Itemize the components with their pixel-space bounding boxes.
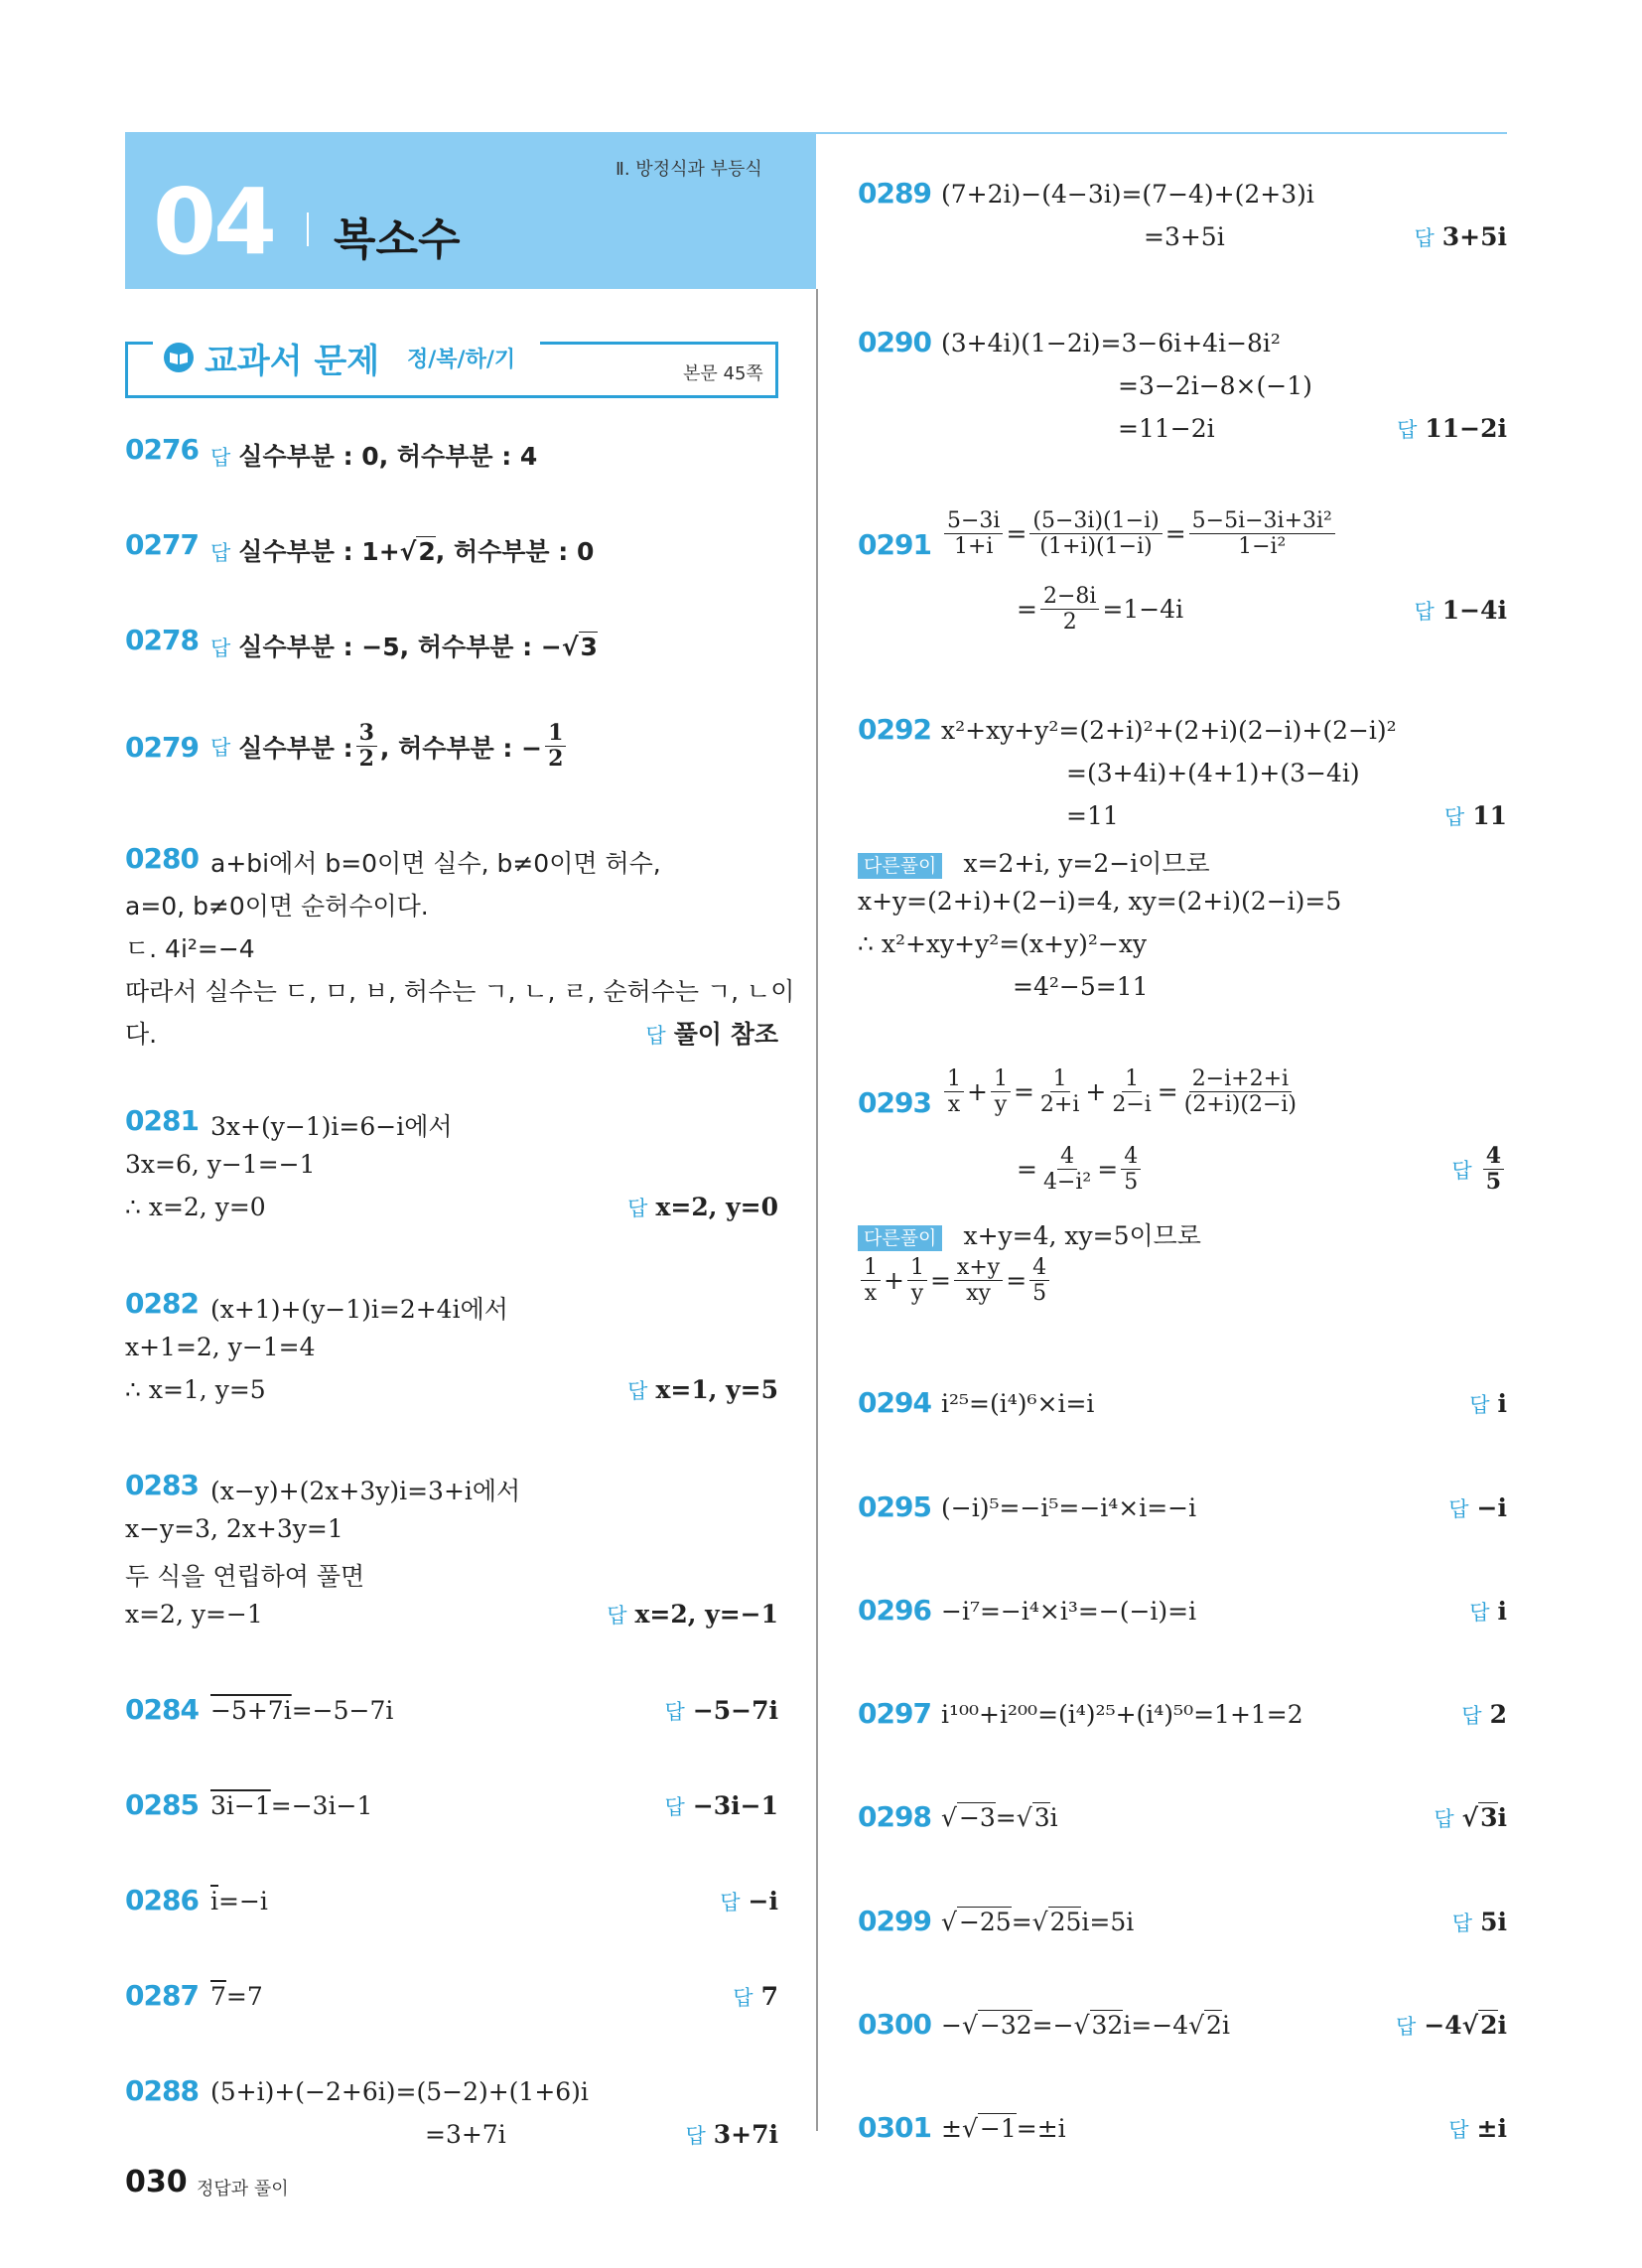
answer-mid: , 허수부분 : −	[379, 733, 543, 763]
answer-0281	[627, 1193, 778, 1222]
answer-0277: 답 실수부분 : 1+√2, 허수부분 : 0	[210, 537, 595, 566]
solution-line: ㄷ. 4i²=−4	[125, 934, 255, 963]
fraction: $\frac{1}{y}$	[991, 1066, 1011, 1118]
solution-0284	[210, 1696, 393, 1725]
radicand: 25	[1049, 1908, 1082, 1936]
answer-0283	[607, 1600, 778, 1630]
expr-part: i=5i	[1081, 1908, 1135, 1936]
answer-0289	[1414, 222, 1507, 252]
solution-0295: (−i)⁵=−i⁵=−i⁴×i=−i	[941, 1493, 1197, 1522]
answer-label: 답	[1396, 2015, 1417, 2039]
solution-line: =3−2i−8×(−1)	[1118, 371, 1312, 400]
problem-number-0279: 0279	[125, 731, 199, 764]
solution-0301: ±√−1=±i	[941, 2114, 1066, 2143]
solution-0296: −i⁷=−i⁴×i³=−(−i)=i	[941, 1597, 1197, 1626]
answer-label: 답	[627, 1379, 648, 1403]
solution-line: 두 식을 연립하여 풀면	[125, 1562, 365, 1591]
problem-number-0299: 0299	[858, 1905, 931, 1937]
section-label: Ⅱ. 방정식과 부등식	[616, 159, 762, 180]
answer-label: 답	[1434, 1807, 1454, 1831]
problem-number-0277: 0277	[125, 528, 199, 561]
problem-number-0290: 0290	[858, 326, 931, 358]
answer-post: i	[1497, 2011, 1507, 2040]
footer-page-number: 030	[125, 2165, 188, 2199]
fraction: $\frac{4}{\text{4−i²}}$	[1042, 1144, 1092, 1196]
answer-root: 2	[418, 537, 436, 566]
answer-text: 11−2i	[1425, 414, 1507, 443]
conjugate-expr: 3i−1	[210, 1791, 271, 1820]
alt-line: ∴ x²+xy+y²=(x+y)²−xy	[858, 929, 1148, 958]
answer-0300: 답 −4√2i	[1396, 2011, 1507, 2040]
chapter-title: 복소수	[334, 214, 461, 265]
fraction: $\frac{1}{x}$	[861, 1255, 881, 1307]
answer-0287	[733, 1982, 778, 2012]
answer-label: 답	[607, 1604, 627, 1628]
answer-text: x=2, y=0	[655, 1193, 778, 1221]
problem-number-0293: 0293	[858, 1086, 931, 1119]
footer-label: 정답과 풀이	[197, 2179, 289, 2199]
solution-line: 다.	[125, 1020, 158, 1049]
solution-0297: i¹⁰⁰+i²⁰⁰=(i⁴)²⁵+(i⁴)⁵⁰=1+1=2	[941, 1700, 1303, 1729]
alt-line: x+y=4, xy=5이므로	[963, 1221, 1201, 1250]
answer-text: 3+7i	[713, 2120, 778, 2149]
fraction: $\frac{4}{5}$	[1029, 1255, 1049, 1307]
answer-0293	[1451, 1144, 1507, 1196]
solution-line: (x−y)+(2x+3y)i=3+i에서	[210, 1477, 521, 1505]
answer-text: 11	[1472, 801, 1507, 830]
answer-label: 답	[210, 541, 231, 565]
expr-rest: =−5−7i	[291, 1696, 394, 1725]
answer-label: 답	[685, 2124, 706, 2148]
fraction: $\frac{5-3i}{1+i}$	[944, 508, 1003, 560]
column-divider	[816, 289, 818, 2131]
alt-line: x=2+i, y=2−i이므로	[963, 849, 1210, 878]
answer-label: 답	[1443, 805, 1465, 829]
problem-number-0300: 0300	[858, 2008, 931, 2041]
expr-part: =	[1011, 1908, 1032, 1936]
expr-rest: =−i	[218, 1887, 268, 1915]
fraction: $\frac{1}{2-i}$	[1112, 1066, 1152, 1118]
alt-line: =4²−5=11	[1013, 972, 1149, 1001]
banner-top-left-rule	[125, 342, 153, 345]
problem-number-0276: 0276	[125, 433, 199, 466]
fraction: $\frac{1}{2+i}$	[1039, 1066, 1080, 1118]
radicand: −25	[958, 1908, 1012, 1936]
answer-label: 답	[733, 1986, 753, 2010]
alt-solution-0292	[858, 844, 1210, 880]
solution-line: x=2, y=−1	[125, 1600, 263, 1629]
solution-0293-line2: = $\frac{4}{\text{4−i²}}$ = $\frac{4}{5}$	[1017, 1144, 1144, 1196]
fraction: $\frac{(5-3i)(1-i)}{(1+i)(1-i)}$	[1029, 508, 1162, 560]
solution-line: =11	[1066, 801, 1119, 830]
expr-part: −	[941, 2011, 962, 2040]
radicand: 32	[1091, 2011, 1124, 2040]
answer-text: −i	[1476, 1493, 1507, 1522]
solution-line: (5+i)+(−2+6i)=(5−2)+(1+6)i	[210, 2077, 589, 2106]
alt-line-fractions: $\frac{1}{x}$ + $\frac{1}{y}$ = $\frac{x+y}{xy}$ = $\frac{4}{5}$	[858, 1255, 1052, 1307]
problem-number-0278: 0278	[125, 624, 199, 656]
answer-label: 답	[1414, 600, 1435, 624]
answer-0280	[645, 1015, 778, 1051]
expr-part: i	[1221, 2011, 1230, 2040]
solution-line: x+1=2, y−1=4	[125, 1333, 316, 1361]
answer-0286	[720, 1887, 778, 1916]
solution-line: =(3+4i)+(4+1)+(3−4i)	[1066, 759, 1360, 787]
answer-root: 3	[580, 633, 598, 661]
answer-label: 답	[1451, 1158, 1472, 1183]
problem-number-0292: 0292	[858, 713, 931, 746]
answer-text: 3+5i	[1441, 222, 1507, 251]
alt-solution-badge: 다른풀이	[858, 853, 942, 879]
answer-0292	[1444, 801, 1507, 831]
expr-part: i=−4	[1123, 2011, 1189, 2040]
solution-0294: i²⁵=(i⁴)⁶×i=i	[941, 1389, 1095, 1418]
book-icon	[163, 342, 195, 373]
banner-subtitle: 정/복/하/기	[407, 348, 516, 372]
solution-line: a=0, b≠0이면 순허수이다.	[125, 892, 429, 921]
answer-label: 답	[1414, 226, 1435, 250]
problem-number-0284: 0284	[125, 1693, 199, 1726]
expr-rest: =−3i−1	[270, 1791, 373, 1820]
expr-part: i	[1049, 1803, 1058, 1832]
problem-number-0288: 0288	[125, 2074, 199, 2107]
answer-text: x=1, y=5	[655, 1375, 778, 1404]
solution-0291-line2: = $\frac{2-8i}{2}$ =1−4i	[1017, 584, 1184, 636]
solution-line: x−y=3, 2x+3y=1	[125, 1514, 343, 1543]
answer-label: 답	[664, 1700, 685, 1724]
solution-0299: √−25=√25i=5i	[941, 1908, 1135, 1936]
answer-text: 2	[1489, 1700, 1507, 1729]
chapter-separator	[307, 213, 309, 246]
solution-line: ∴ x=2, y=0	[125, 1193, 266, 1221]
banner-page-ref: 본문 45쪽	[683, 363, 763, 384]
problem-number-0289: 0289	[858, 177, 931, 210]
answer-label: 답	[664, 1795, 685, 1819]
solution-line: =3+7i	[425, 2120, 506, 2149]
problem-number-0285: 0285	[125, 1788, 199, 1821]
answer-radicand: 2	[1480, 2011, 1498, 2040]
answer-text: i	[1497, 1389, 1507, 1418]
fraction-real: $\frac{3}{2}$	[356, 721, 377, 773]
solution-line: a+bi에서 b=0이면 실수, b≠0이면 허수,	[210, 849, 661, 878]
answer-text: x=2, y=−1	[634, 1600, 778, 1629]
answer-0294	[1469, 1389, 1507, 1419]
radicand: −32	[979, 2011, 1032, 2040]
answer-0298: 답 √3i	[1434, 1803, 1507, 1832]
answer-text: 실수부분 : 0, 허수부분 : 4	[238, 442, 538, 471]
alt-solution-0293	[858, 1216, 1201, 1252]
solution-0293-line1: $\frac{1}{x}$ + $\frac{1}{y}$ = $\frac{1}{2+i}$ + $\frac{1}{2-i}$ = $\frac{2-i+2+i}{(2+i)(2-i)}$	[941, 1066, 1302, 1118]
solution-line: (3+4i)(1−2i)=3−6i+4i−8i²	[941, 329, 1281, 357]
problem-number-0301: 0301	[858, 2111, 931, 2144]
answer-pre: 실수부분 : 1+	[238, 537, 400, 566]
header-rule	[816, 132, 1507, 134]
fraction: $\frac{4}{5}$	[1121, 1144, 1141, 1196]
answer-0288	[685, 2120, 778, 2150]
answer-label: 답	[210, 735, 231, 760]
radicand: −3	[958, 1803, 996, 1832]
fraction-imag: $\frac{1}{2}$	[545, 721, 566, 773]
answer-0279	[210, 721, 569, 773]
answer-text: 5i	[1480, 1908, 1507, 1936]
answer-0284	[665, 1696, 778, 1726]
fraction: $\frac{x+y}{xy}$	[954, 1255, 1003, 1307]
conjugate-expr: 7	[210, 1982, 226, 2011]
radicand: −1	[979, 2114, 1017, 2143]
expr-part: ±	[941, 2114, 962, 2143]
answer-0301	[1448, 2114, 1507, 2144]
alt-line: x+y=(2+i)+(2−i)=4, xy=(2+i)(2−i)=5	[858, 887, 1342, 916]
answer-label: 답	[1451, 1912, 1473, 1935]
chapter-number: 04	[153, 169, 275, 275]
fraction: $\frac{2-i+2+i}{(2+i)(2-i)}$	[1183, 1066, 1298, 1118]
problem-number-0283: 0283	[125, 1469, 199, 1501]
solution-0287	[210, 1982, 263, 2011]
expr-part: =−	[1031, 2011, 1074, 2040]
answer-0290	[1397, 414, 1507, 444]
answer-fraction: $\frac{4}{5}$	[1483, 1144, 1504, 1196]
answer-text: ±i	[1476, 2114, 1507, 2143]
answer-0285	[665, 1791, 778, 1821]
answer-pre: 실수부분 : −5, 허수부분 : −	[238, 633, 562, 661]
solution-0291-line1: $\frac{5-3i}{1+i}$ = $\frac{(5-3i)(1-i)}{(1+i)(1-i)}$ = $\frac{\text{5−5i−3i+3i²}}{\text{1−i²}}$	[941, 508, 1338, 560]
answer-0278: 답 실수부분 : −5, 허수부분 : −√3	[210, 633, 598, 661]
answer-text: −5−7i	[692, 1696, 778, 1725]
answer-0295	[1448, 1493, 1507, 1523]
answer-label: 답	[1397, 418, 1418, 442]
answer-0296	[1469, 1597, 1507, 1627]
radicand: 2	[1206, 2011, 1222, 2040]
problem-number-0281: 0281	[125, 1104, 199, 1137]
problem-number-0296: 0296	[858, 1594, 931, 1627]
answer-text: −3i−1	[692, 1791, 778, 1820]
solution-0285	[210, 1791, 372, 1820]
answer-text: 7	[760, 1982, 778, 2011]
answer-label: 답	[1469, 1601, 1490, 1625]
answer-0276	[210, 437, 537, 473]
problem-number-0294: 0294	[858, 1386, 931, 1419]
problem-number-0298: 0298	[858, 1800, 931, 1833]
solution-line: =3+5i	[1144, 222, 1225, 251]
solution-line: =11−2i	[1118, 414, 1215, 443]
conjugate-expr: $\overline{i}$	[210, 1887, 218, 1915]
answer-label: 답	[210, 446, 231, 470]
answer-label: 답	[210, 637, 231, 660]
expr-tail: =1−4i	[1102, 595, 1184, 625]
answer-label: 답	[720, 1891, 741, 1914]
problem-number-0297: 0297	[858, 1697, 931, 1730]
fraction: $\frac{2-8i}{2}$	[1040, 584, 1099, 636]
solution-0300: −√−32=−√32i=−4√2i	[941, 2011, 1230, 2040]
answer-pre: 실수부분 :	[238, 733, 353, 763]
problem-number-0282: 0282	[125, 1287, 199, 1320]
answer-0291	[1414, 596, 1507, 626]
solution-line: 3x=6, y−1=−1	[125, 1150, 316, 1179]
banner-title: 교과서 문제	[205, 342, 380, 381]
conjugate-expr: −5+7i	[210, 1696, 292, 1725]
answer-0282	[627, 1375, 778, 1405]
answer-pre: −4	[1424, 2011, 1462, 2040]
answer-label: 답	[1448, 1497, 1469, 1521]
answer-text: i	[1497, 1597, 1507, 1626]
answer-post: i	[1497, 1803, 1507, 1832]
solution-line: 3x+(y−1)i=6−i에서	[210, 1112, 453, 1141]
answer-text: 풀이 참조	[673, 1020, 778, 1049]
answer-radicand: 3	[1480, 1803, 1498, 1832]
answer-post: , 허수부분 : 0	[435, 537, 595, 566]
problem-number-0286: 0286	[125, 1884, 199, 1916]
solution-line: (7+2i)−(4−3i)=(7−4)+(2+3)i	[941, 180, 1314, 209]
problem-number-0291: 0291	[858, 528, 931, 561]
solution-line: 따라서 실수는 ㄷ, ㅁ, ㅂ, 허수는 ㄱ, ㄴ, ㄹ, 순허수는 ㄱ, ㄴ이	[125, 977, 795, 1006]
solution-0286	[210, 1887, 268, 1915]
answer-text: −i	[748, 1887, 778, 1915]
answer-label: 답	[1448, 2118, 1469, 2142]
solution-line: ∴ x=1, y=5	[125, 1375, 266, 1404]
answer-label: 답	[645, 1024, 666, 1048]
answer-label: 답	[1461, 1704, 1482, 1728]
solution-0298: √−3=√3i	[941, 1803, 1058, 1832]
banner-top-right-rule	[540, 342, 775, 345]
answer-label: 답	[1469, 1393, 1490, 1417]
problem-number-0287: 0287	[125, 1979, 199, 2012]
expr-rest: =7	[225, 1982, 263, 2011]
problem-number-0295: 0295	[858, 1490, 931, 1523]
problem-number-0280: 0280	[125, 842, 199, 875]
solution-line: (x+1)+(y−1)i=2+4i에서	[210, 1295, 508, 1324]
answer-label: 답	[627, 1197, 648, 1220]
answer-0297	[1461, 1700, 1507, 1730]
answer-0299	[1452, 1908, 1507, 1937]
expr-part: =	[995, 1803, 1017, 1832]
fraction: $\frac{\text{5−5i−3i+3i²}}{\text{1−i²}}$	[1189, 508, 1335, 560]
solution-line: x²+xy+y²=(2+i)²+(2+i)(2−i)+(2−i)²	[941, 716, 1397, 745]
alt-solution-badge: 다른풀이	[858, 1225, 942, 1251]
radicand: 3	[1033, 1803, 1050, 1832]
fraction: $\frac{1}{x}$	[944, 1066, 964, 1118]
answer-text: 1−4i	[1441, 596, 1507, 625]
fraction: $\frac{1}{y}$	[907, 1255, 927, 1307]
expr-part: =±i	[1016, 2114, 1066, 2143]
